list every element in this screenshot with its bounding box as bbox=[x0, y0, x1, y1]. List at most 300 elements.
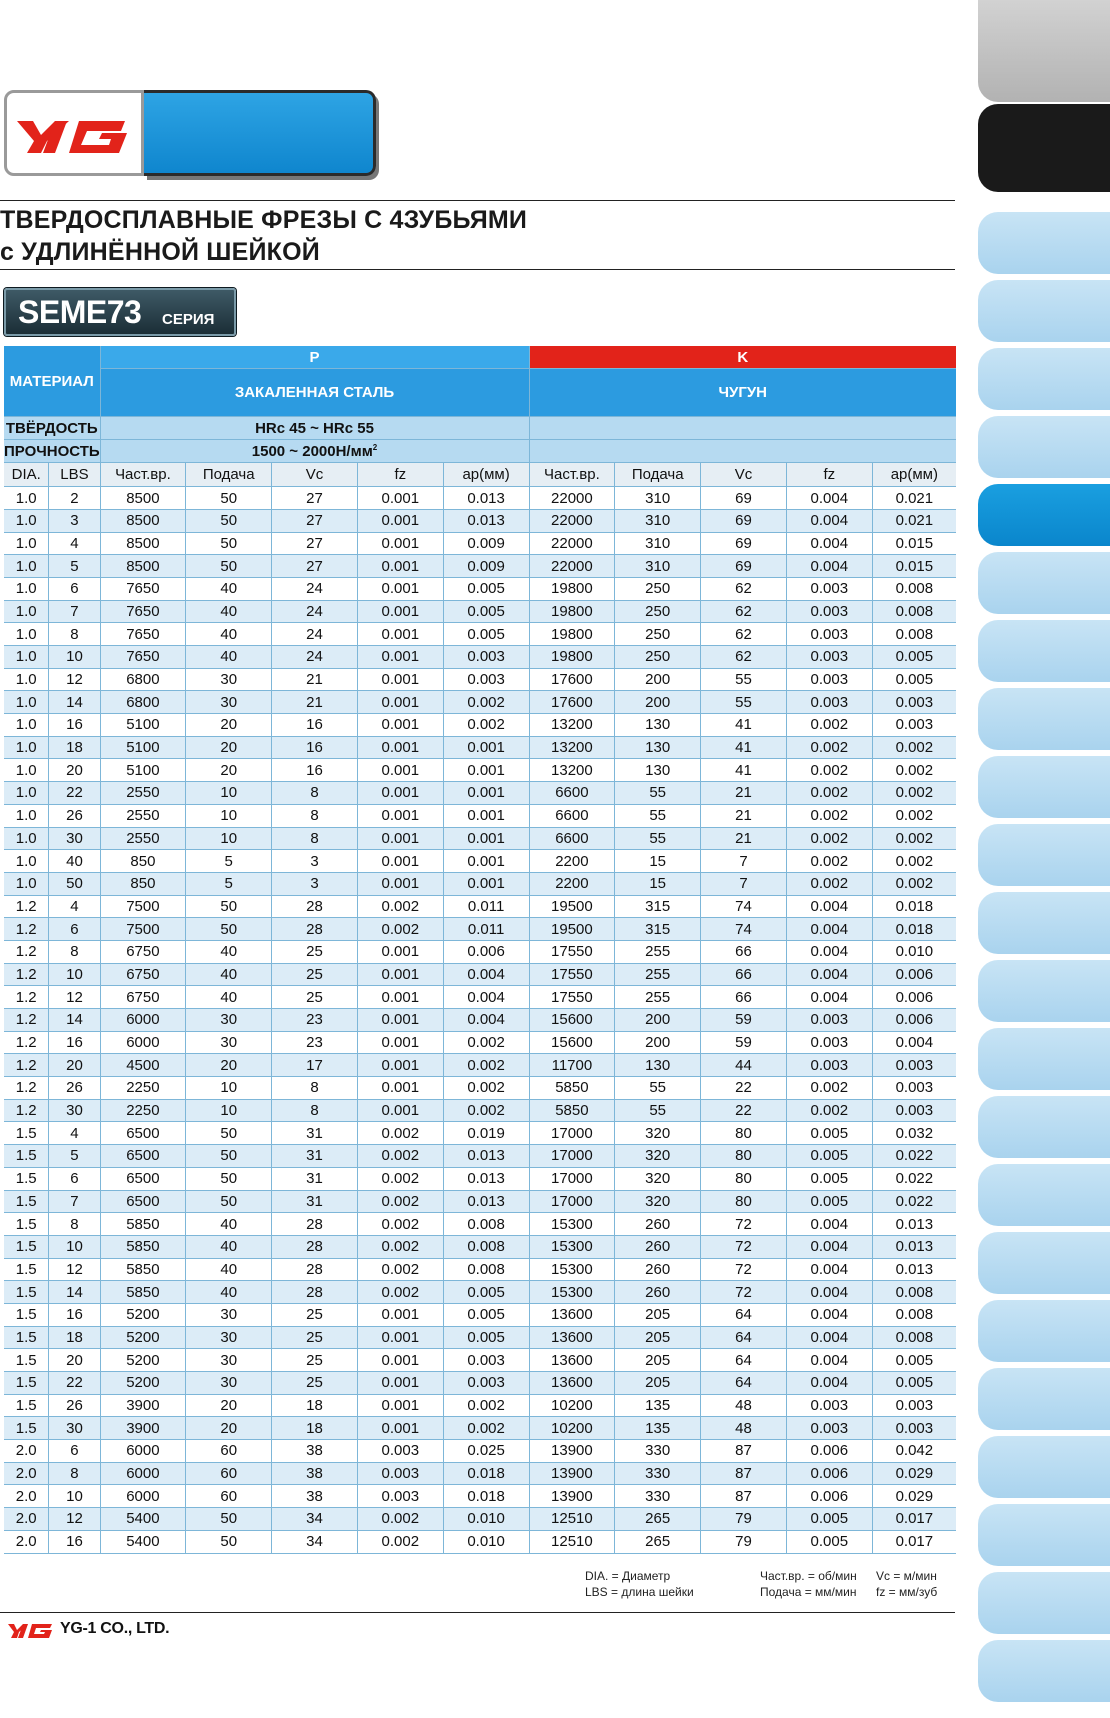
table-cell: 3 bbox=[272, 850, 358, 873]
table-cell: 13600 bbox=[529, 1372, 615, 1395]
table-cell: 0.005 bbox=[872, 646, 956, 669]
header-logo-block bbox=[4, 90, 376, 176]
table-cell: 1.0 bbox=[4, 759, 49, 782]
table-cell: 0.008 bbox=[443, 1258, 529, 1281]
legend-left bbox=[585, 1568, 694, 1600]
table-cell: 0.017 bbox=[872, 1530, 956, 1553]
table-cell: 8500 bbox=[100, 555, 186, 578]
table-cell: 0.002 bbox=[786, 714, 872, 737]
table-cell: 0.001 bbox=[357, 1054, 443, 1077]
table-cell: 5850 bbox=[100, 1213, 186, 1236]
table-cell: 55 bbox=[615, 804, 701, 827]
table-cell: 1.5 bbox=[4, 1303, 49, 1326]
table-cell: 0.004 bbox=[443, 963, 529, 986]
table-cell: 0.013 bbox=[443, 487, 529, 510]
table-cell: 6000 bbox=[100, 1462, 186, 1485]
table-cell: 10 bbox=[186, 782, 272, 805]
table-row bbox=[4, 1099, 956, 1122]
series-badge bbox=[4, 288, 236, 336]
group-p-label: P bbox=[100, 346, 529, 369]
table-cell: 0.002 bbox=[872, 850, 956, 873]
hardness-label: ТВЁРДОСТЬ bbox=[4, 417, 100, 440]
table-cell: 0.005 bbox=[786, 1508, 872, 1531]
table-cell: 0.005 bbox=[786, 1530, 872, 1553]
table-cell: 7 bbox=[701, 850, 787, 873]
table-cell: 64 bbox=[701, 1326, 787, 1349]
table-cell: 16 bbox=[272, 759, 358, 782]
table-cell: 0.005 bbox=[872, 1349, 956, 1372]
side-tab[interactable] bbox=[978, 1300, 1110, 1362]
table-cell: 0.005 bbox=[443, 1303, 529, 1326]
yg-logo bbox=[4, 90, 144, 176]
table-cell: 69 bbox=[701, 555, 787, 578]
table-cell: 13900 bbox=[529, 1462, 615, 1485]
table-cell: 0.003 bbox=[786, 1009, 872, 1032]
table-cell: 1.5 bbox=[4, 1349, 49, 1372]
table-cell: 5850 bbox=[100, 1281, 186, 1304]
material-k-name: ЧУГУН bbox=[529, 369, 956, 417]
table-cell: 0.005 bbox=[786, 1145, 872, 1168]
table-cell: 6600 bbox=[529, 782, 615, 805]
table-cell: 1.2 bbox=[4, 940, 49, 963]
strength-label: ПРОЧНОСТЬ bbox=[4, 440, 100, 463]
table-cell: 30 bbox=[186, 1349, 272, 1372]
table-cell: 0.005 bbox=[786, 1167, 872, 1190]
table-cell: 0.004 bbox=[786, 1372, 872, 1395]
table-cell: 310 bbox=[615, 509, 701, 532]
table-cell: 50 bbox=[186, 487, 272, 510]
table-cell: 0.002 bbox=[786, 759, 872, 782]
table-cell: 0.003 bbox=[872, 1417, 956, 1440]
table-cell: 0.002 bbox=[786, 804, 872, 827]
table-cell: 10 bbox=[186, 1099, 272, 1122]
table-cell: 0.004 bbox=[786, 963, 872, 986]
table-cell: 7650 bbox=[100, 600, 186, 623]
table-cell: 2.0 bbox=[4, 1508, 49, 1531]
table-cell: 50 bbox=[49, 872, 100, 895]
table-cell: 6750 bbox=[100, 963, 186, 986]
table-cell: 13900 bbox=[529, 1485, 615, 1508]
table-cell: 13600 bbox=[529, 1303, 615, 1326]
table-cell: 55 bbox=[615, 1099, 701, 1122]
side-tab[interactable] bbox=[978, 688, 1110, 750]
table-cell: 1.5 bbox=[4, 1190, 49, 1213]
table-cell: 28 bbox=[272, 1235, 358, 1258]
table-cell: 40 bbox=[49, 850, 100, 873]
table-cell: 66 bbox=[701, 986, 787, 1009]
table-cell: 19500 bbox=[529, 895, 615, 918]
table-cell: 0.003 bbox=[786, 691, 872, 714]
table-cell: 8 bbox=[49, 940, 100, 963]
table-cell: 0.042 bbox=[872, 1440, 956, 1463]
table-cell: 0.008 bbox=[872, 1281, 956, 1304]
table-cell: 13200 bbox=[529, 759, 615, 782]
side-tab[interactable] bbox=[978, 756, 1110, 818]
side-tab[interactable] bbox=[978, 1232, 1110, 1294]
table-cell: 10 bbox=[49, 1485, 100, 1508]
legend-lbs: LBS = длина шейки bbox=[585, 1585, 694, 1599]
table-cell: 20 bbox=[49, 759, 100, 782]
table-cell: 38 bbox=[272, 1485, 358, 1508]
table-cell: 13200 bbox=[529, 714, 615, 737]
table-cell: 320 bbox=[615, 1122, 701, 1145]
table-cell: 5400 bbox=[100, 1530, 186, 1553]
table-cell: 0.006 bbox=[786, 1440, 872, 1463]
table-cell: 0.022 bbox=[872, 1167, 956, 1190]
table-cell: 50 bbox=[186, 1190, 272, 1213]
table-cell: 60 bbox=[186, 1462, 272, 1485]
table-cell: 255 bbox=[615, 940, 701, 963]
side-tab[interactable] bbox=[978, 620, 1110, 682]
table-cell: 16 bbox=[272, 736, 358, 759]
table-cell: 2250 bbox=[100, 1077, 186, 1100]
table-cell: 74 bbox=[701, 918, 787, 941]
column-header: DIA. bbox=[4, 463, 49, 487]
table-cell: 0.003 bbox=[872, 1099, 956, 1122]
table-cell: 0.002 bbox=[872, 782, 956, 805]
table-cell: 1.2 bbox=[4, 963, 49, 986]
table-row bbox=[4, 1485, 956, 1508]
table-cell: 25 bbox=[272, 1303, 358, 1326]
side-tab[interactable] bbox=[978, 1164, 1110, 1226]
table-cell: 40 bbox=[186, 1281, 272, 1304]
table-cell: 3900 bbox=[100, 1417, 186, 1440]
side-tab[interactable] bbox=[978, 1096, 1110, 1158]
table-row bbox=[4, 986, 956, 1009]
page-title-line2: с УДЛИНЁННОЙ ШЕЙКОЙ bbox=[0, 238, 320, 266]
table-cell: 0.005 bbox=[872, 1372, 956, 1395]
table-cell: 19800 bbox=[529, 623, 615, 646]
table-cell: 0.003 bbox=[443, 1372, 529, 1395]
table-cell: 13600 bbox=[529, 1349, 615, 1372]
table-cell: 10 bbox=[186, 1077, 272, 1100]
table-cell: 3 bbox=[272, 872, 358, 895]
table-cell: 0.006 bbox=[872, 963, 956, 986]
table-cell: 5 bbox=[49, 555, 100, 578]
table-row bbox=[4, 1440, 956, 1463]
table-cell: 0.003 bbox=[357, 1440, 443, 1463]
table-cell: 0.004 bbox=[786, 532, 872, 555]
table-cell: 6800 bbox=[100, 668, 186, 691]
side-tab[interactable] bbox=[978, 1640, 1110, 1702]
table-cell: 7650 bbox=[100, 646, 186, 669]
table-cell: 34 bbox=[272, 1530, 358, 1553]
table-cell: 310 bbox=[615, 532, 701, 555]
table-cell: 0.005 bbox=[443, 600, 529, 623]
table-cell: 15300 bbox=[529, 1213, 615, 1236]
column-header: Подача bbox=[615, 463, 701, 487]
table-cell: 27 bbox=[272, 532, 358, 555]
table-cell: 8 bbox=[49, 1213, 100, 1236]
table-cell: 0.001 bbox=[357, 714, 443, 737]
table-cell: 1.2 bbox=[4, 1054, 49, 1077]
table-cell: 10200 bbox=[529, 1417, 615, 1440]
table-cell: 0.001 bbox=[443, 872, 529, 895]
table-cell: 50 bbox=[186, 555, 272, 578]
table-row bbox=[4, 872, 956, 895]
table-cell: 0.002 bbox=[443, 1394, 529, 1417]
table-cell: 0.001 bbox=[357, 1417, 443, 1440]
table-cell: 320 bbox=[615, 1145, 701, 1168]
table-cell: 5 bbox=[186, 850, 272, 873]
table-cell: 130 bbox=[615, 759, 701, 782]
cutting-data-table bbox=[4, 346, 956, 1554]
table-cell: 8 bbox=[49, 1462, 100, 1485]
side-tab-dark[interactable] bbox=[978, 104, 1110, 192]
table-cell: 26 bbox=[49, 804, 100, 827]
table-cell: 6500 bbox=[100, 1167, 186, 1190]
side-tab[interactable] bbox=[978, 280, 1110, 342]
table-cell: 1.0 bbox=[4, 555, 49, 578]
table-cell: 260 bbox=[615, 1258, 701, 1281]
table-cell: 12 bbox=[49, 1258, 100, 1281]
hardness-k-value bbox=[529, 417, 956, 440]
table-cell: 130 bbox=[615, 714, 701, 737]
table-cell: 0.002 bbox=[786, 872, 872, 895]
table-cell: 3900 bbox=[100, 1394, 186, 1417]
side-tab-active[interactable] bbox=[978, 484, 1110, 546]
table-row bbox=[4, 759, 956, 782]
legend-fz: fz = мм/зуб bbox=[876, 1585, 938, 1599]
table-cell: 0.002 bbox=[786, 1099, 872, 1122]
table-cell: 24 bbox=[272, 623, 358, 646]
table-cell: 17000 bbox=[529, 1145, 615, 1168]
side-tab[interactable] bbox=[978, 892, 1110, 954]
table-cell: 0.021 bbox=[872, 509, 956, 532]
table-cell: 0.001 bbox=[357, 759, 443, 782]
table-cell: 17000 bbox=[529, 1167, 615, 1190]
table-cell: 200 bbox=[615, 1031, 701, 1054]
table-cell: 0.001 bbox=[357, 782, 443, 805]
table-cell: 28 bbox=[272, 918, 358, 941]
table-cell: 0.004 bbox=[786, 1281, 872, 1304]
table-cell: 40 bbox=[186, 623, 272, 646]
table-cell: 250 bbox=[615, 600, 701, 623]
table-cell: 40 bbox=[186, 577, 272, 600]
table-cell: 0.004 bbox=[872, 1031, 956, 1054]
table-cell: 69 bbox=[701, 532, 787, 555]
strength-k-value bbox=[529, 440, 956, 463]
table-cell: 0.003 bbox=[786, 577, 872, 600]
table-cell: 16 bbox=[49, 1031, 100, 1054]
table-cell: 31 bbox=[272, 1190, 358, 1213]
table-row bbox=[4, 1462, 956, 1485]
table-cell: 0.006 bbox=[786, 1462, 872, 1485]
side-tab[interactable] bbox=[978, 1436, 1110, 1498]
table-cell: 27 bbox=[272, 509, 358, 532]
table-cell: 25 bbox=[272, 986, 358, 1009]
table-cell: 26 bbox=[49, 1394, 100, 1417]
table-cell: 2.0 bbox=[4, 1462, 49, 1485]
footer-company-name: YG-1 CO., LTD. bbox=[60, 1620, 170, 1637]
table-cell: 205 bbox=[615, 1303, 701, 1326]
table-cell: 0.011 bbox=[443, 918, 529, 941]
table-cell: 265 bbox=[615, 1508, 701, 1531]
table-cell: 50 bbox=[186, 1145, 272, 1168]
side-tab[interactable] bbox=[978, 960, 1110, 1022]
table-cell: 15 bbox=[615, 872, 701, 895]
table-cell: 6000 bbox=[100, 1009, 186, 1032]
table-cell: 17550 bbox=[529, 963, 615, 986]
table-cell: 1.0 bbox=[4, 487, 49, 510]
table-cell: 80 bbox=[701, 1190, 787, 1213]
table-cell: 15 bbox=[615, 850, 701, 873]
side-tab[interactable] bbox=[978, 1028, 1110, 1090]
side-tab[interactable] bbox=[978, 212, 1110, 274]
table-cell: 6000 bbox=[100, 1440, 186, 1463]
table-cell: 50 bbox=[186, 532, 272, 555]
side-tab[interactable] bbox=[978, 1368, 1110, 1430]
table-cell: 0.018 bbox=[443, 1462, 529, 1485]
side-tab[interactable] bbox=[978, 1572, 1110, 1634]
table-cell: 0.008 bbox=[443, 1213, 529, 1236]
table-cell: 30 bbox=[186, 1326, 272, 1349]
table-row bbox=[4, 804, 956, 827]
table-cell: 40 bbox=[186, 1213, 272, 1236]
table-cell: 0.002 bbox=[443, 1031, 529, 1054]
table-cell: 0.003 bbox=[872, 691, 956, 714]
table-cell: 0.004 bbox=[786, 986, 872, 1009]
table-cell: 0.001 bbox=[357, 1394, 443, 1417]
table-row bbox=[4, 487, 956, 510]
table-cell: 8 bbox=[49, 623, 100, 646]
table-cell: 30 bbox=[49, 1417, 100, 1440]
table-cell: 23 bbox=[272, 1009, 358, 1032]
table-cell: 0.004 bbox=[786, 487, 872, 510]
table-cell: 310 bbox=[615, 555, 701, 578]
table-cell: 12 bbox=[49, 1508, 100, 1531]
table-cell: 260 bbox=[615, 1213, 701, 1236]
table-cell: 0.002 bbox=[357, 1508, 443, 1531]
table-cell: 0.002 bbox=[357, 1235, 443, 1258]
strength-p-sup: 2 bbox=[372, 442, 378, 452]
table-cell: 23 bbox=[272, 1031, 358, 1054]
table-cell: 0.001 bbox=[357, 1009, 443, 1032]
table-cell: 1.0 bbox=[4, 782, 49, 805]
table-cell: 850 bbox=[100, 850, 186, 873]
table-cell: 30 bbox=[186, 1372, 272, 1395]
table-cell: 0.008 bbox=[872, 600, 956, 623]
table-cell: 205 bbox=[615, 1349, 701, 1372]
table-row bbox=[4, 1031, 956, 1054]
table-cell: 0.009 bbox=[443, 532, 529, 555]
table-cell: 0.002 bbox=[786, 850, 872, 873]
table-cell: 50 bbox=[186, 1530, 272, 1553]
side-tab[interactable] bbox=[978, 1504, 1110, 1566]
legend-vc: Vc = м/мин bbox=[876, 1569, 937, 1583]
table-cell: 2550 bbox=[100, 782, 186, 805]
table-cell: 0.001 bbox=[357, 736, 443, 759]
table-cell: 0.002 bbox=[357, 918, 443, 941]
table-cell: 50 bbox=[186, 918, 272, 941]
table-row bbox=[4, 895, 956, 918]
table-cell: 0.005 bbox=[872, 668, 956, 691]
table-cell: 16 bbox=[272, 714, 358, 737]
table-cell: 6 bbox=[49, 918, 100, 941]
table-cell: 320 bbox=[615, 1190, 701, 1213]
table-cell: 1.0 bbox=[4, 872, 49, 895]
table-row bbox=[4, 1417, 956, 1440]
table-cell: 16 bbox=[49, 1530, 100, 1553]
table-cell: 0.003 bbox=[443, 646, 529, 669]
table-cell: 0.002 bbox=[443, 1054, 529, 1077]
side-tab[interactable] bbox=[978, 824, 1110, 886]
table-cell: 1.0 bbox=[4, 668, 49, 691]
table-row bbox=[4, 827, 956, 850]
table-row bbox=[4, 1258, 956, 1281]
table-cell: 0.025 bbox=[443, 1440, 529, 1463]
table-cell: 64 bbox=[701, 1303, 787, 1326]
table-cell: 10200 bbox=[529, 1394, 615, 1417]
header-blue-bar bbox=[144, 90, 376, 176]
table-row bbox=[4, 1508, 956, 1531]
table-cell: 0.018 bbox=[872, 895, 956, 918]
table-cell: 0.006 bbox=[786, 1485, 872, 1508]
table-cell: 18 bbox=[49, 1326, 100, 1349]
series-code: SEME73 bbox=[18, 294, 142, 330]
table-cell: 205 bbox=[615, 1372, 701, 1395]
side-tab-grey[interactable] bbox=[978, 0, 1110, 102]
table-cell: 17600 bbox=[529, 691, 615, 714]
table-row bbox=[4, 1235, 956, 1258]
table-cell: 0.004 bbox=[443, 1009, 529, 1032]
table-cell: 20 bbox=[49, 1054, 100, 1077]
table-row bbox=[4, 600, 956, 623]
table-cell: 30 bbox=[186, 1303, 272, 1326]
side-tab[interactable] bbox=[978, 552, 1110, 614]
footer-yg-logo bbox=[6, 1622, 54, 1640]
table-cell: 1.0 bbox=[4, 691, 49, 714]
table-cell: 0.001 bbox=[357, 1349, 443, 1372]
table-cell: 40 bbox=[186, 963, 272, 986]
table-cell: 0.002 bbox=[357, 1167, 443, 1190]
table-row bbox=[4, 646, 956, 669]
table-cell: 8 bbox=[272, 1077, 358, 1100]
table-cell: 0.003 bbox=[786, 1031, 872, 1054]
table-cell: 17000 bbox=[529, 1122, 615, 1145]
side-tab[interactable] bbox=[978, 348, 1110, 410]
table-cell: 1.2 bbox=[4, 986, 49, 1009]
table-cell: 0.004 bbox=[786, 940, 872, 963]
table-cell: 5100 bbox=[100, 759, 186, 782]
table-cell: 0.004 bbox=[786, 1235, 872, 1258]
table-cell: 0.001 bbox=[357, 1031, 443, 1054]
table-cell: 0.002 bbox=[443, 1099, 529, 1122]
table-cell: 0.013 bbox=[443, 509, 529, 532]
side-tab[interactable] bbox=[978, 416, 1110, 478]
table-cell: 0.013 bbox=[872, 1258, 956, 1281]
table-cell: 1.5 bbox=[4, 1372, 49, 1395]
table-cell: 4 bbox=[49, 895, 100, 918]
table-cell: 0.005 bbox=[443, 1326, 529, 1349]
table-row bbox=[4, 736, 956, 759]
table-cell: 6 bbox=[49, 1440, 100, 1463]
table-cell: 6600 bbox=[529, 804, 615, 827]
table-cell: 10 bbox=[49, 963, 100, 986]
table-cell: 0.003 bbox=[443, 668, 529, 691]
table-cell: 310 bbox=[615, 487, 701, 510]
table-cell: 41 bbox=[701, 714, 787, 737]
table-cell: 22 bbox=[701, 1099, 787, 1122]
table-cell: 5200 bbox=[100, 1326, 186, 1349]
column-header: Подача bbox=[186, 463, 272, 487]
table-cell: 0.002 bbox=[872, 827, 956, 850]
table-cell: 0.005 bbox=[443, 577, 529, 600]
table-cell: 5100 bbox=[100, 714, 186, 737]
table-cell: 1.2 bbox=[4, 1099, 49, 1122]
group-k-label: K bbox=[529, 346, 956, 369]
table-row bbox=[4, 782, 956, 805]
